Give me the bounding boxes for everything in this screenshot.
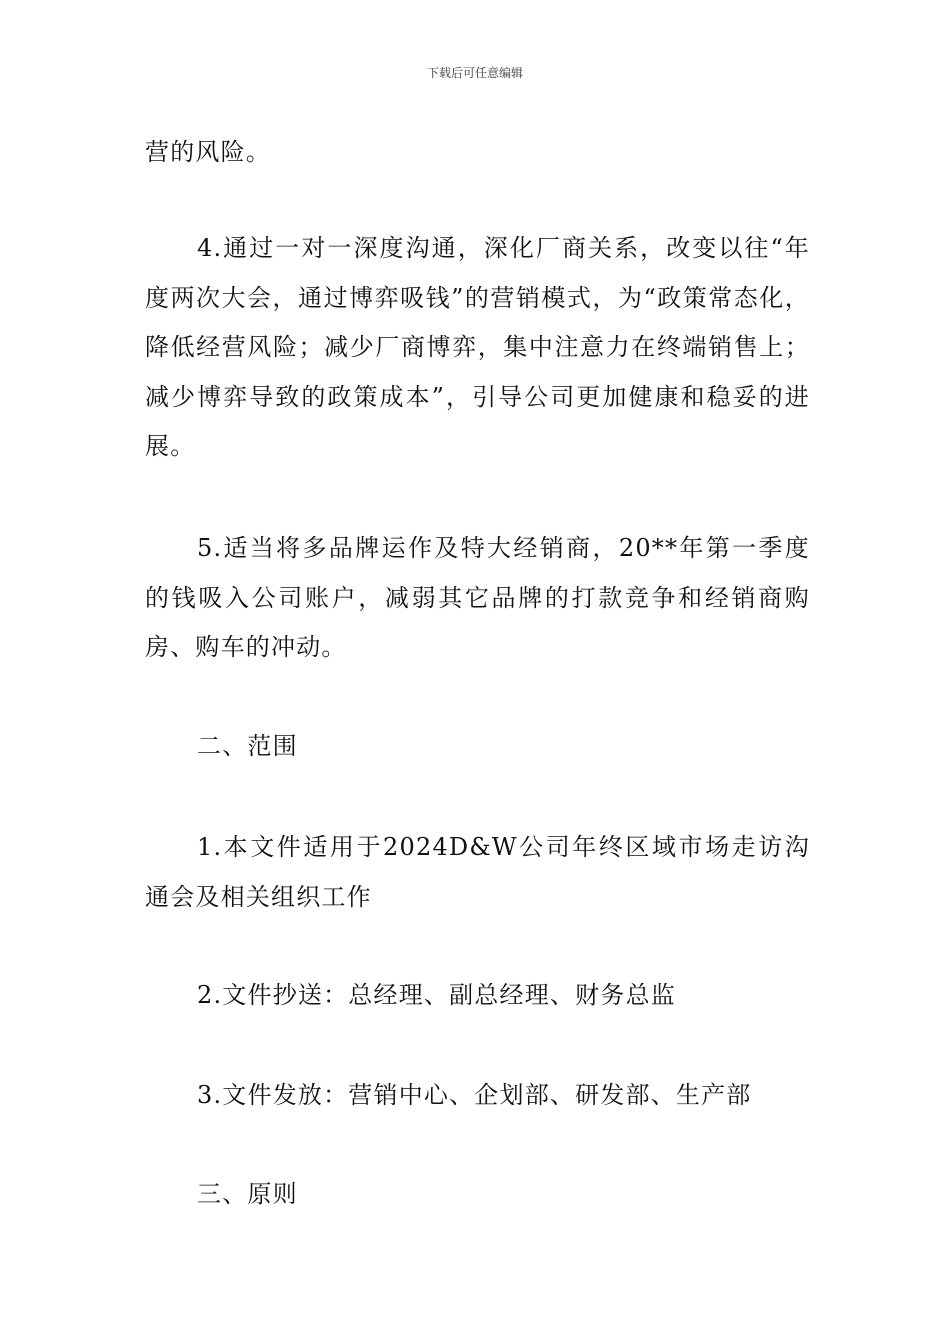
paragraph-scope-3: 3.文件发放：营销中心、企划部、研发部、生产部 — [197, 1081, 752, 1109]
section-heading-principles: 三、原则 — [197, 1180, 298, 1208]
paragraph-item-5: 5.适当将多品牌运作及特大经销商，20**年第一季度的钱吸入公司账户，减弱其它品牌的打款竞争和经销商购房、购车的冲动。 — [145, 534, 810, 662]
paragraph-scope-2: 2.文件抄送：总经理、副总经理、财务总监 — [197, 981, 676, 1009]
page-header: 下载后可任意编辑 — [426, 66, 523, 80]
paragraph-item-4: 4.通过一对一深度沟通，深化厂商关系，改变以往“年度两次大会，通过博弈吸钱”的营销模式，为“政策常态化，降低经营风险；减少厂商博弈，集中注意力在终端销售上；减少博弈导致的政策成本”，引导公司更加健康和稳妥的进展。 — [145, 234, 810, 461]
paragraph-continuation: 营的风险。 — [145, 138, 271, 166]
section-heading-scope: 二、范围 — [197, 732, 298, 760]
paragraph-scope-1: 1.本文件适用于2024D&W公司年终区域市场走访沟通会及相关组织工作 — [145, 833, 810, 911]
